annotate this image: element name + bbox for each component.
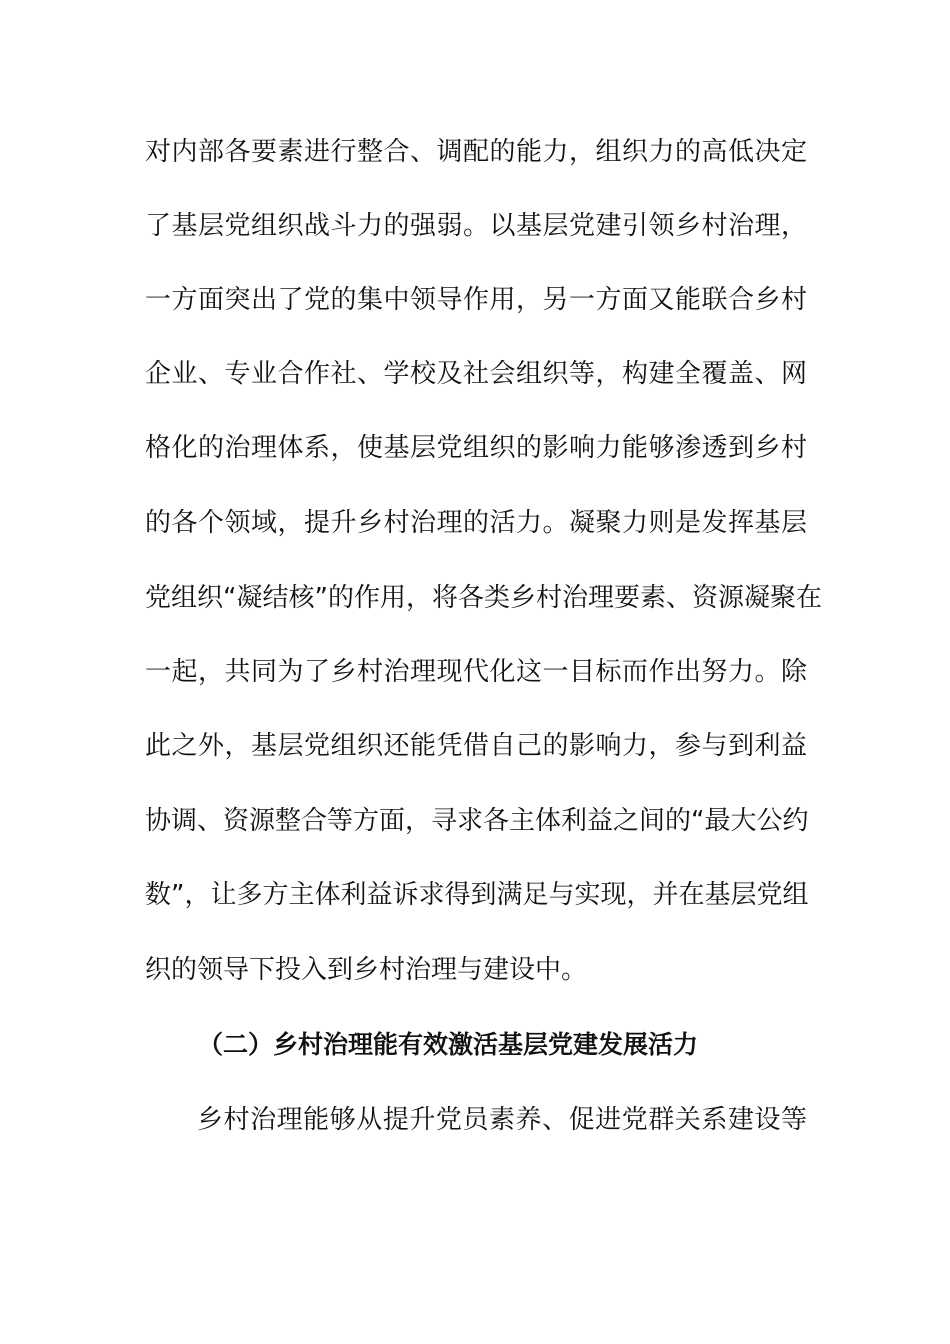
paragraph-line: 数”，让多方主体利益诉求得到满足与实现，并在基层党组 <box>145 880 809 910</box>
paragraph-line: 一方面突出了党的集中领导作用，另一方面又能联合乡村 <box>145 285 807 315</box>
paragraph-line: 一起，共同为了乡村治理现代化这一目标而作出努力。除 <box>145 657 807 687</box>
paragraph-line: 此之外，基层党组织还能凭借自己的影响力，参与到利益 <box>145 731 807 761</box>
paragraph-line: 织的领导下投入到乡村治理与建设中。 <box>145 955 588 985</box>
paragraph-line: 的各个领域，提升乡村治理的活力。凝聚力则是发挥基层 <box>145 508 807 538</box>
paragraph-line: 对内部各要素进行整合、调配的能力，组织力的高低决定 <box>145 137 807 167</box>
paragraph-line: 党组织“凝结核”的作用，将各类乡村治理要素、资源凝聚在 <box>145 583 822 613</box>
paragraph-line: 乡村治理能够从提升党员素养、促进党群关系建设等 <box>197 1105 807 1135</box>
section-heading: （二）乡村治理能有效激活基层党建发展活力 <box>198 1030 699 1059</box>
paragraph-line: 了基层党组织战斗力的强弱。以基层党建引领乡村治理， <box>145 211 807 241</box>
paragraph-line: 格化的治理体系，使基层党组织的影响力能够渗透到乡村 <box>145 433 807 463</box>
paragraph-line: 企业、专业合作社、学校及社会组织等，构建全覆盖、网 <box>145 359 807 389</box>
paragraph-line: 协调、资源整合等方面，寻求各主体利益之间的“最大公约 <box>145 806 809 836</box>
